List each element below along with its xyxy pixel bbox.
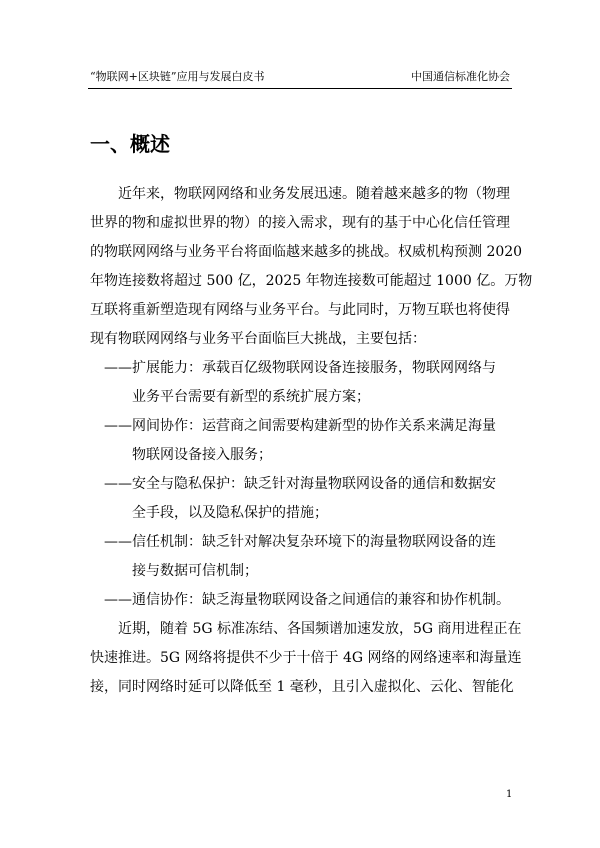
- list-item-scalability: ——扩展能力：承载百亿级物联网设备连接服务，物联网网络与: [104, 360, 496, 376]
- paragraph-line: 现有物联网网络与业务平台面临巨大挑战，主要包括：: [90, 331, 426, 347]
- list-item-inter-network: ——网间协作：运营商之间需要构建新型的协作关系来满足海量: [104, 418, 496, 434]
- list-item-continuation: 物联网设备接入服务；: [132, 447, 272, 463]
- paragraph-line: 互联将重新塑造现有网络与业务平台。与此同时，万物互联也将使得: [90, 302, 510, 318]
- body-text: [90, 180, 533, 702]
- list-item-communication: ——通信协作：缺乏海量物联网设备之间通信的兼容和协作机制。: [104, 592, 510, 608]
- paragraph-line: 近年来，物联网网络和业务发展迅速。随着越来越多的物（物理: [118, 186, 510, 202]
- header-divider: [88, 88, 512, 89]
- header-organization: 中国通信标准化协会: [411, 70, 510, 83]
- section-title: 一、概述: [90, 132, 170, 156]
- list-item-continuation: 接与数据可信机制；: [132, 563, 258, 579]
- paragraph-line: 世界的物和虚拟世界的物）的接入需求，现有的基于中心化信任管理: [90, 215, 510, 231]
- paragraph-line: 快速推进。5G 网络将提供不少于十倍于 4G 网络的网络速率和海量连: [90, 650, 522, 666]
- paragraph-line: 年物连接数将超过 500 亿，2025 年物连接数可能超过 1000 亿。万物: [90, 273, 533, 289]
- list-item-security-privacy: ——安全与隐私保护：缺乏针对海量物联网设备的通信和数据安: [104, 476, 496, 492]
- paragraph-line: 接，同时网络时延可以降低至 1 毫秒，且引入虚拟化、云化、智能化: [90, 679, 514, 695]
- list-item-trust: ——信任机制：缺乏针对解决复杂环境下的海量物联网设备的连: [104, 534, 496, 550]
- page-number: 1: [506, 789, 513, 800]
- header-document-title: “物联网+区块链”应用与发展白皮书: [90, 70, 265, 83]
- paragraph-line: 的物联网网络与业务平台将面临越来越多的挑战。权威机构预测 2020: [90, 244, 523, 260]
- paragraph-line: 近期，随着 5G 标准冻结、各国频谱加速发放，5G 商用进程正在: [118, 621, 522, 637]
- list-item-continuation: 全手段，以及隐私保护的措施；: [132, 505, 328, 521]
- list-item-continuation: 业务平台需要有新型的系统扩展方案；: [132, 389, 370, 405]
